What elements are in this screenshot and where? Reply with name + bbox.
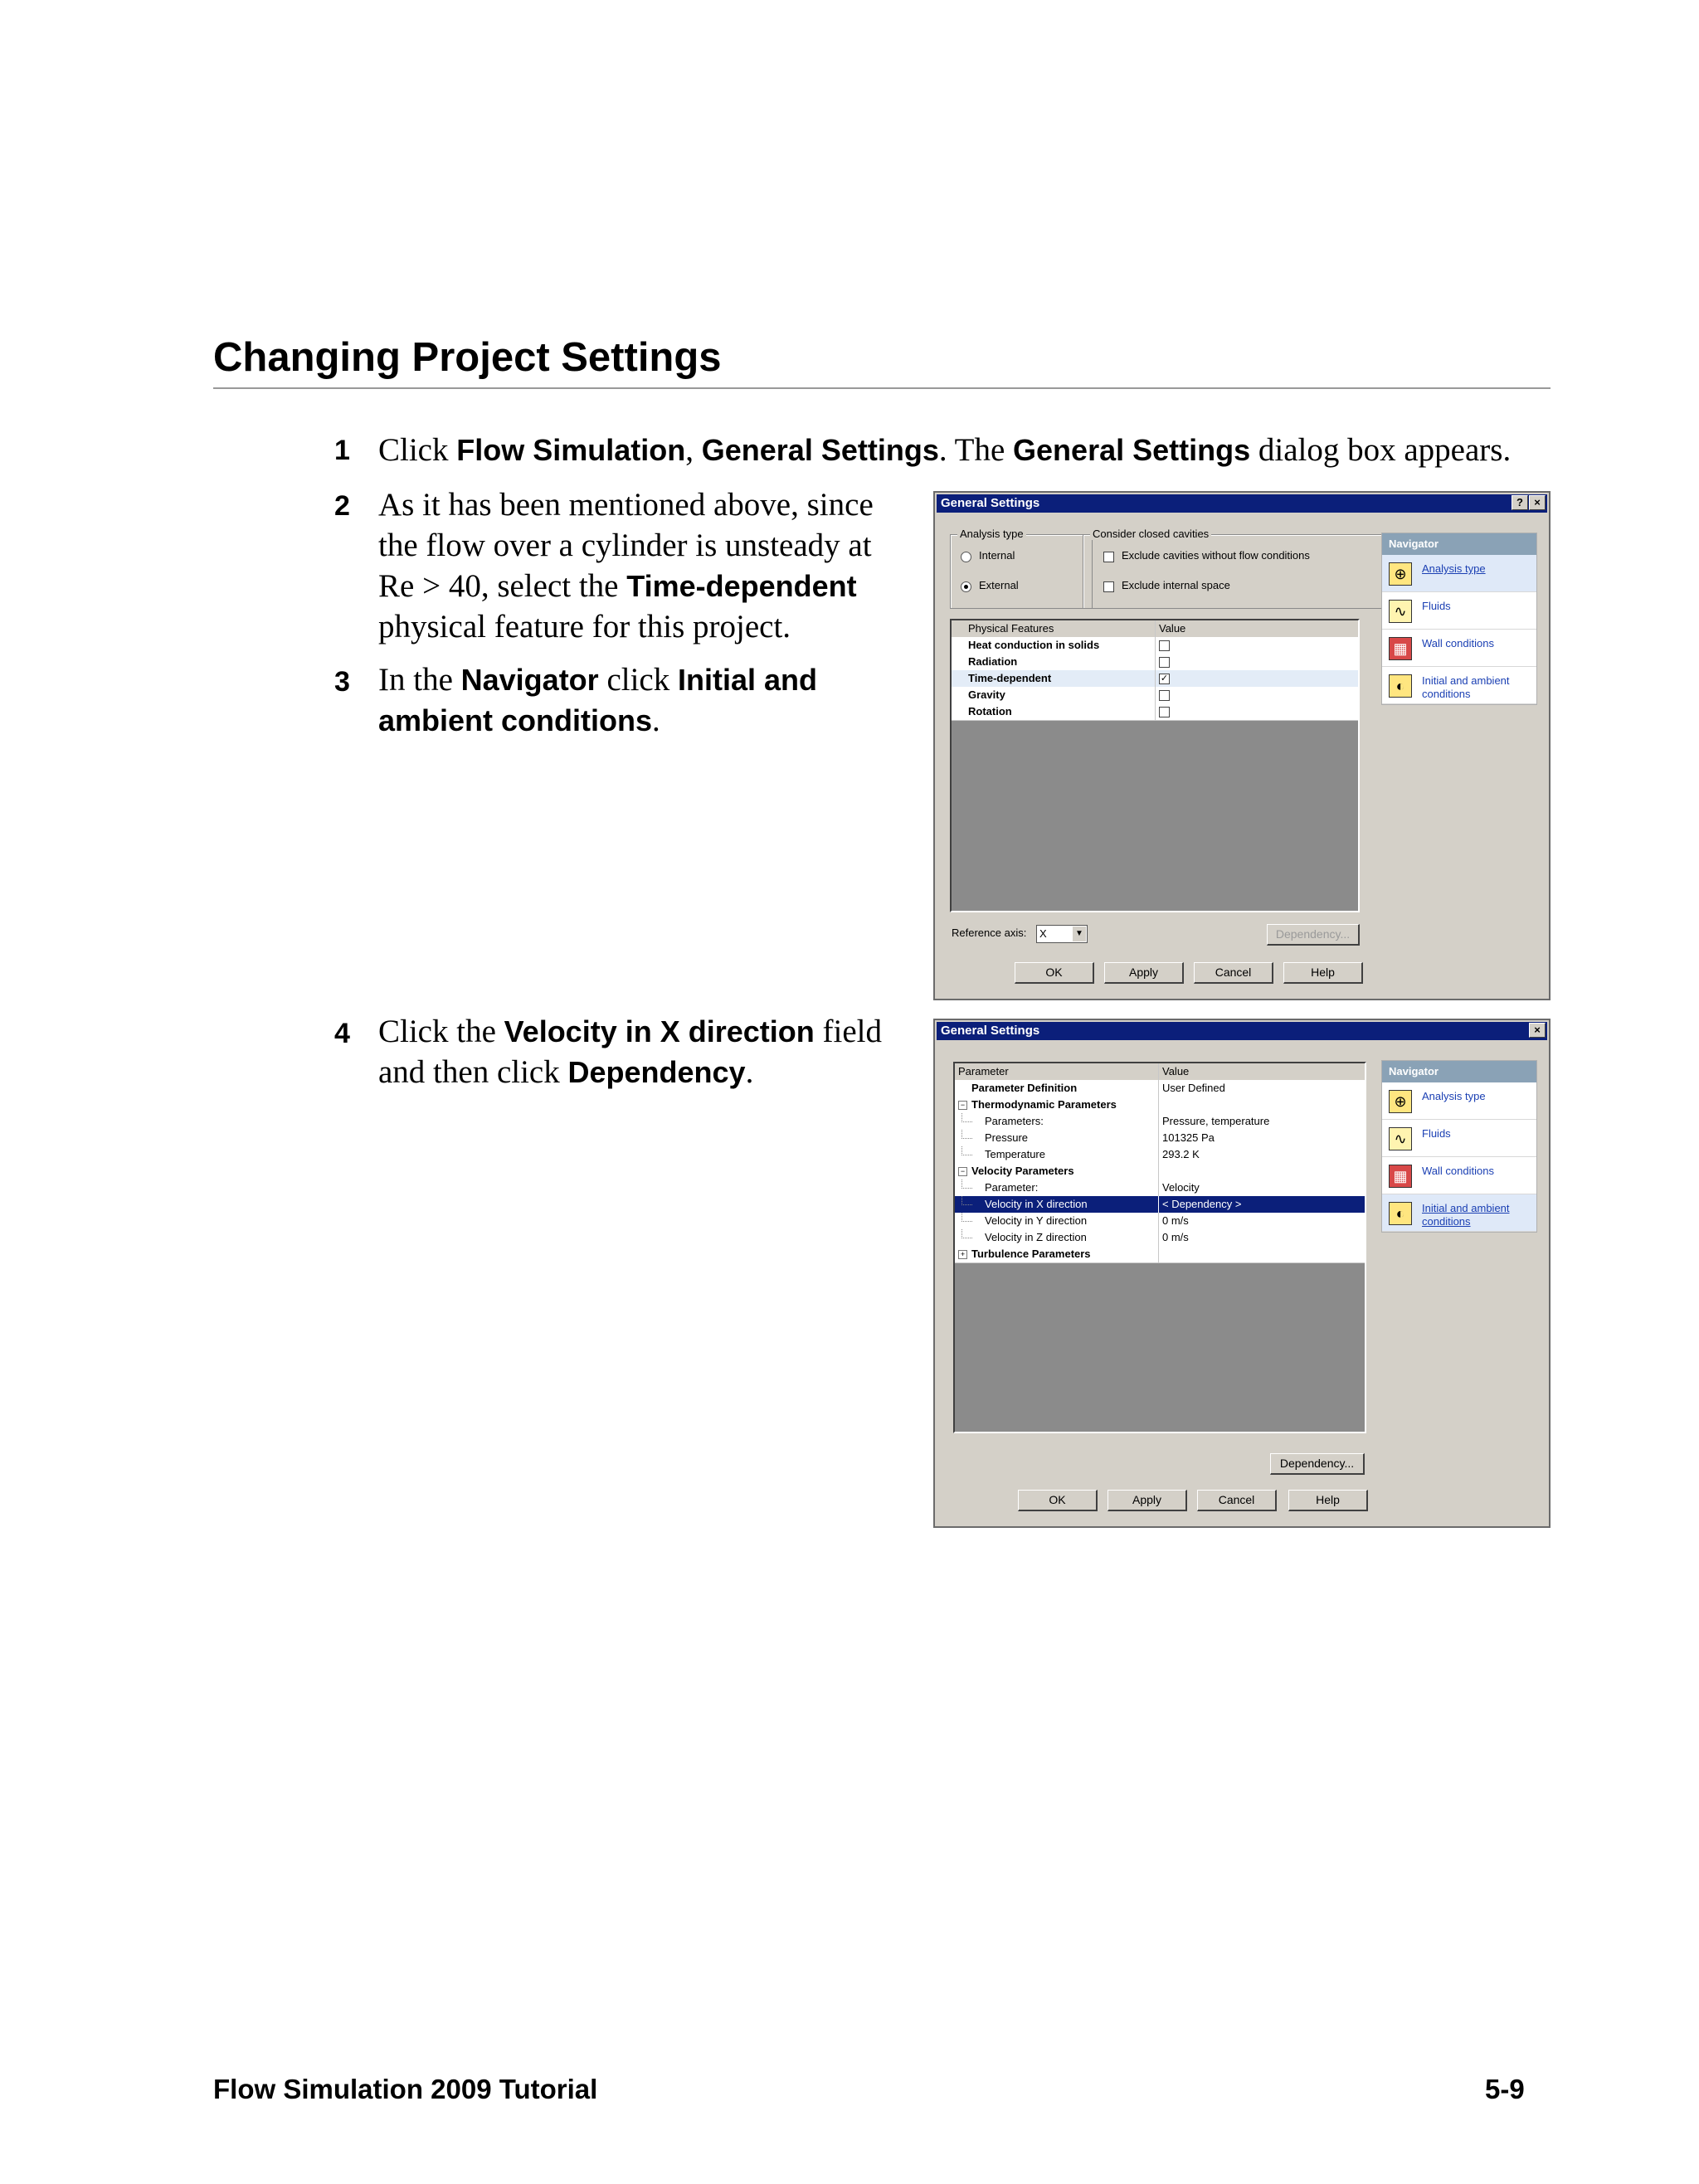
nav-item-label: Fluids <box>1422 1127 1451 1140</box>
exclude-no-flow-label: Exclude cavities without flow conditions <box>1122 549 1310 562</box>
table-row[interactable] <box>952 654 1358 671</box>
navigator-panel <box>1381 533 1537 705</box>
exclude-no-flow-checkbox[interactable] <box>1103 552 1114 562</box>
step-4-text: Click the Velocity in X direction field and then click Dependency. <box>378 1014 882 1090</box>
close-button[interactable]: × <box>1529 1023 1546 1038</box>
step-number: 4 <box>334 1018 350 1049</box>
internal-label: Internal <box>979 549 1015 562</box>
ok-button[interactable]: OK <box>1018 1490 1098 1511</box>
parameters-table <box>953 1062 1366 1433</box>
feature-checkbox[interactable] <box>1159 640 1170 651</box>
exclude-internal-checkbox[interactable] <box>1103 581 1114 592</box>
nav-item-label: Wall conditions <box>1422 637 1494 649</box>
table-row[interactable] <box>952 703 1358 721</box>
table-row[interactable]: + Turbulence Parameters <box>955 1246 1365 1263</box>
cancel-button[interactable]: Cancel <box>1194 962 1273 984</box>
feature-checkbox[interactable] <box>1159 690 1170 701</box>
close-button[interactable]: × <box>1529 495 1546 510</box>
table-row[interactable]: − Velocity Parameters <box>955 1163 1365 1180</box>
feature-checkbox[interactable] <box>1159 707 1170 717</box>
chevron-down-icon[interactable]: ▼ <box>1073 927 1086 941</box>
feature-name: Radiation <box>968 655 1018 668</box>
analysis-type-icon: ⊕ <box>1389 1090 1412 1113</box>
feature-name: Heat conduction in solids <box>968 639 1100 651</box>
nav-item-label: Analysis type <box>1422 562 1486 575</box>
table-row[interactable]: − Thermodynamic Parameters <box>955 1097 1365 1114</box>
table-row[interactable] <box>952 687 1358 704</box>
nav-item-label: Analysis type <box>1422 1090 1486 1102</box>
external-label: External <box>979 579 1019 591</box>
initial-conditions-icon: ◐ <box>1389 1202 1412 1225</box>
table-row[interactable] <box>952 670 1358 688</box>
nav-item-wall-conditions[interactable] <box>1382 630 1536 667</box>
cancel-button[interactable]: Cancel <box>1197 1490 1277 1511</box>
nav-item-wall-conditions[interactable] <box>1382 1157 1536 1194</box>
velocity-x-row[interactable]: Velocity in X direction < Dependency > <box>955 1196 1365 1214</box>
collapse-icon[interactable]: − <box>958 1101 967 1110</box>
feature-name: Time-dependent <box>968 672 1052 684</box>
step-2-text: As it has been mentioned above, since the flow over a cylinder is unsteady at Re > 40, select the Time-dependent physical feature for this project. <box>378 487 874 644</box>
table-row[interactable]: Temperature 293.2 K <box>955 1146 1365 1164</box>
step-number: 2 <box>334 490 350 522</box>
nav-item-label: Initial and ambient conditions <box>1422 674 1510 700</box>
nav-item-initial-ambient[interactable] <box>1382 1194 1536 1232</box>
general-settings-dialog <box>933 491 1551 1000</box>
column-header-features: Physical Features <box>968 622 1054 635</box>
physical-features-table <box>950 619 1360 912</box>
table-row[interactable]: Velocity in Y direction 0 m/s <box>955 1213 1365 1230</box>
internal-radio[interactable] <box>961 552 971 562</box>
column-header-parameter: Parameter <box>958 1065 1009 1077</box>
nav-item-label: Wall conditions <box>1422 1165 1494 1177</box>
analysis-type-icon: ⊕ <box>1389 562 1412 586</box>
table-header <box>955 1063 1365 1081</box>
step-1-text: Click Flow Simulation, General Settings. The General Settings dialog box appears. <box>378 432 1512 468</box>
analysis-type-group <box>950 528 1093 609</box>
initial-conditions-icon: ◐ <box>1389 674 1412 698</box>
closed-cavities-legend: Consider closed cavities <box>1090 528 1211 540</box>
fluids-icon: ∿ <box>1389 600 1412 623</box>
help-button[interactable]: Help <box>1288 1490 1368 1511</box>
nav-item-fluids[interactable] <box>1382 592 1536 630</box>
table-row[interactable] <box>952 637 1358 654</box>
dialog-title-bar <box>937 1022 1547 1040</box>
general-settings-dialog-initial <box>933 1019 1551 1528</box>
step-3-text: In the Navigator click Initial and ambient conditions. <box>378 662 817 738</box>
reference-axis-select[interactable] <box>1036 925 1088 943</box>
dialog-title-bar <box>937 494 1547 513</box>
navigator-header: Navigator <box>1382 533 1536 555</box>
analysis-type-legend: Analysis type <box>957 528 1026 540</box>
column-header-value: Value <box>1159 622 1186 635</box>
feature-name: Rotation <box>968 705 1012 717</box>
collapse-icon[interactable]: − <box>958 1167 967 1176</box>
navigator-panel <box>1381 1060 1537 1233</box>
nav-item-analysis-type[interactable] <box>1382 1082 1536 1120</box>
dialog-title: General Settings <box>941 496 1040 510</box>
wall-conditions-icon: ▦ <box>1389 637 1412 660</box>
feature-name: Gravity <box>968 688 1005 701</box>
page-number: 5-9 <box>1485 2074 1525 2104</box>
nav-item-initial-ambient[interactable] <box>1382 667 1536 704</box>
table-header <box>952 620 1358 638</box>
dependency-button[interactable]: Dependency... <box>1270 1453 1365 1475</box>
footer-title: Flow Simulation 2009 Tutorial <box>213 2074 598 2104</box>
table-row[interactable]: Velocity in Z direction 0 m/s <box>955 1229 1365 1247</box>
table-row[interactable]: Pressure 101325 Pa <box>955 1130 1365 1147</box>
step-number: 1 <box>334 435 350 466</box>
fluids-icon: ∿ <box>1389 1127 1412 1150</box>
dialog-title: General Settings <box>941 1024 1040 1038</box>
apply-button[interactable]: Apply <box>1104 962 1184 984</box>
table-row[interactable]: Parameter Definition User Defined <box>955 1080 1365 1097</box>
dependency-button[interactable]: Dependency... <box>1267 924 1360 946</box>
table-row[interactable]: Parameter: Velocity <box>955 1180 1365 1197</box>
nav-item-fluids[interactable] <box>1382 1120 1536 1157</box>
ok-button[interactable]: OK <box>1015 962 1094 984</box>
nav-item-analysis-type[interactable] <box>1382 555 1536 592</box>
page-title: Changing Project Settings <box>213 335 722 380</box>
feature-checkbox[interactable] <box>1159 657 1170 668</box>
nav-item-label: Fluids <box>1422 600 1451 612</box>
reference-axis-label: Reference axis: <box>952 927 1027 939</box>
step-number: 3 <box>334 666 350 698</box>
time-dependent-checkbox[interactable]: ✓ <box>1160 674 1169 683</box>
exclude-internal-label: Exclude internal space <box>1122 579 1230 591</box>
help-title-button[interactable]: ? <box>1512 495 1528 510</box>
external-radio[interactable] <box>961 581 971 592</box>
title-rule <box>213 387 1551 389</box>
navigator-header: Navigator <box>1382 1061 1536 1082</box>
column-header-value: Value <box>1162 1065 1190 1077</box>
table-row[interactable]: Parameters: Pressure, temperature <box>955 1113 1365 1131</box>
nav-item-label: Initial and ambient conditions <box>1422 1202 1510 1228</box>
help-button[interactable]: Help <box>1283 962 1363 984</box>
reference-axis-value: X <box>1039 927 1047 940</box>
expand-icon[interactable]: + <box>958 1250 967 1259</box>
apply-button[interactable]: Apply <box>1108 1490 1187 1511</box>
wall-conditions-icon: ▦ <box>1389 1165 1412 1188</box>
